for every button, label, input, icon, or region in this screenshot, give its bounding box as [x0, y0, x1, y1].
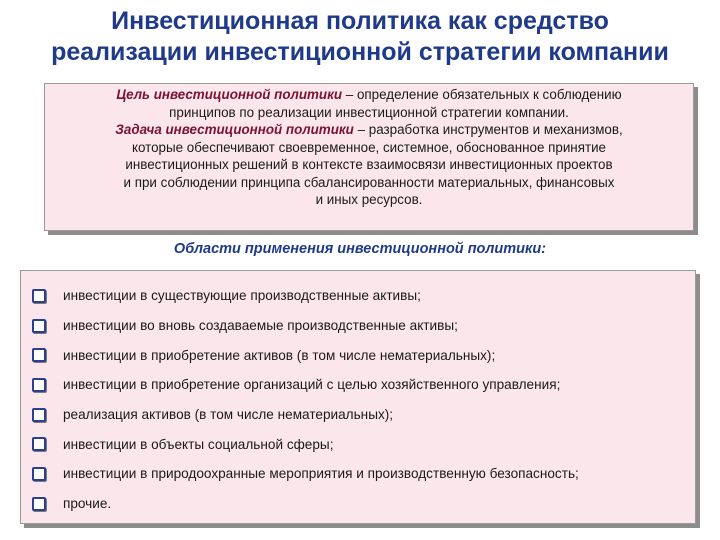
areas-heading: Области применения инвестиционной политики: — [173, 241, 547, 257]
list-item-text: инвестиции во вновь создаваемые производственные активы; — [63, 318, 458, 334]
areas-list — [21, 271, 695, 519]
task-line-4: и при соблюдении принципа сбалансированности материальных, финансовых — [123, 174, 615, 190]
list-item — [21, 429, 695, 459]
list-item — [21, 400, 695, 430]
areas-box — [20, 270, 696, 524]
title-line-2: реализации инвестиционной стратегии компании — [51, 38, 669, 66]
checkbox-square-icon — [32, 319, 46, 333]
list-item-text: инвестиции в объекты социальной сферы; — [63, 436, 334, 452]
goal-line — [45, 86, 693, 104]
list-item-text: инвестиции в природоохранные мероприятия и производственную безопасность; — [63, 466, 579, 482]
definition-box — [44, 83, 694, 231]
list-item-text: инвестиции в приобретение активов (в том числе нематериальных); — [63, 347, 496, 363]
list-item-text: инвестиции в приобретение организаций с целью хозяйственного управления; — [63, 377, 561, 393]
task-line-3: инвестиционных решений в контексте взаимосвязи инвестиционных проектов — [125, 157, 613, 172]
checkbox-square-icon — [32, 467, 46, 481]
list-item-text: инвестиции в существующие производственные активы; — [63, 288, 421, 304]
definition-text — [45, 84, 693, 209]
checkbox-square-icon — [32, 348, 46, 362]
checkbox-square-icon — [32, 378, 46, 392]
task-line — [45, 121, 693, 139]
list-item — [21, 489, 695, 519]
checkbox-square-icon — [32, 408, 46, 422]
task-line-2: которые обеспечивают своевременное, системное, обоснованное принятие — [131, 139, 607, 155]
list-item — [21, 311, 695, 341]
task-line-5: и иных ресурсов. — [315, 192, 423, 207]
goal-text: – определение обязательных к соблюдению — [342, 87, 622, 102]
checkbox-square-icon — [32, 437, 46, 451]
task-text: – разработка инструментов и механизмов, — [353, 122, 623, 137]
list-item-text: реализация активов (в том числе нематериальных); — [63, 407, 394, 423]
task-term: Задача инвестиционной политики — [115, 122, 354, 137]
title-line-1: Инвестиционная политика как средство — [111, 7, 609, 35]
list-item-text: прочие. — [63, 496, 112, 512]
checkbox-square-icon — [32, 289, 46, 303]
list-item — [21, 281, 695, 311]
checkbox-square-icon — [32, 497, 46, 511]
list-item — [21, 340, 695, 370]
goal-line-2: принципов по реализации инвестиционной стратегии компании. — [169, 104, 569, 120]
list-item — [21, 370, 695, 400]
slide-title — [0, 6, 720, 68]
goal-term: Цель инвестиционной политики — [116, 87, 343, 102]
list-item — [21, 459, 695, 489]
